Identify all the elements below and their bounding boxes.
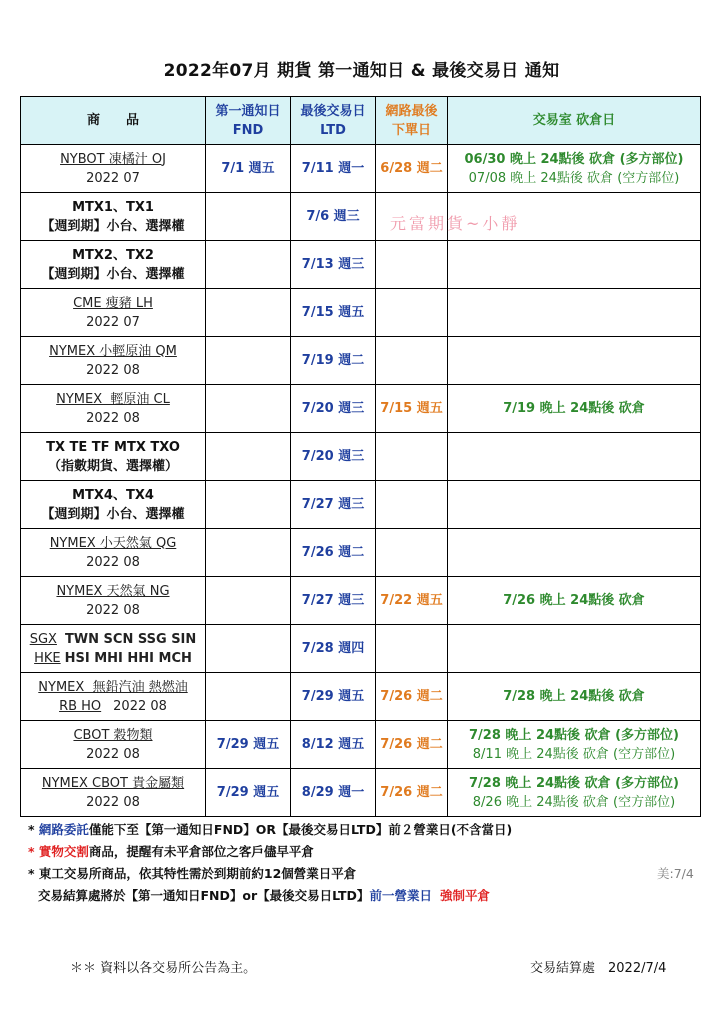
cut-line1: 7/28 晚上 24點後 砍倉 (多方部位): [469, 727, 679, 743]
note-mark: *: [28, 844, 39, 859]
table-row: [21, 193, 701, 241]
note-highlight-red: 強制平倉: [439, 888, 490, 903]
product-sub: 2022 08: [86, 746, 140, 762]
product-sub: 2022 08: [86, 362, 140, 378]
cell-product: [21, 721, 206, 769]
ltd-date: 7/20 週三: [301, 449, 365, 464]
watermark: 元富期貨~小靜: [390, 214, 521, 233]
product-name: NYMEX 小輕原油 QM: [49, 343, 177, 359]
header-cut: [448, 97, 701, 145]
schedule-table: [20, 96, 701, 817]
table-row: [21, 145, 701, 193]
cell-product: [21, 625, 206, 673]
cell-product: [21, 769, 206, 817]
note-text: 交易結算處將於【第一通知日FND】or【最後交易日LTD】: [38, 888, 370, 903]
table-row: [21, 769, 701, 817]
cell-fnd: [206, 577, 291, 625]
table-row: [21, 433, 701, 481]
page-title: 2022年07月 期貨 第一通知日 & 最後交易日 通知: [163, 61, 560, 81]
product-codes: TWN SCN SSG SIN: [64, 631, 197, 647]
product-sub: 【週到期】小台、選擇權: [41, 506, 185, 522]
cell-ltd: [291, 577, 376, 625]
cell-fnd: [206, 241, 291, 289]
product-sub-line: [23, 649, 203, 668]
ltd-date: 7/19 週二: [301, 353, 365, 368]
table-header-row: [21, 97, 701, 145]
header-fnd-line1: 第一通知日: [215, 103, 281, 119]
product-sub: 【週到期】小台、選擇權: [41, 266, 185, 282]
ltd-date: 8/12 週五: [301, 737, 365, 752]
header-cut-label: 交易室 砍倉日: [532, 113, 616, 128]
ltd-date: 7/28 週四: [301, 641, 365, 656]
cell-product: [21, 481, 206, 529]
header-fnd-line2: FND: [232, 122, 264, 138]
cell-cut: [448, 241, 701, 289]
cell-web: [376, 721, 448, 769]
cell-ltd: [291, 721, 376, 769]
web-date: 7/26 週二: [380, 689, 443, 704]
footer-date: 2022/7/4: [608, 961, 667, 976]
product-codes: HSI MHI HHI MCH: [64, 650, 192, 666]
cell-product: [21, 241, 206, 289]
header-fnd: [206, 97, 291, 145]
cell-ltd: [291, 433, 376, 481]
web-date: 7/26 週二: [380, 785, 443, 800]
cell-fnd: [206, 721, 291, 769]
cut-line2: 8/26 晚上 24點後 砍倉 (空方部位): [472, 794, 676, 810]
product-sub: 2022 08: [86, 794, 140, 810]
cell-ltd: [291, 193, 376, 241]
note-forced-close: [38, 888, 490, 904]
cut-line1: 06/30 晚上 24點後 砍倉 (多方部位): [464, 151, 684, 167]
footer-org: 交易結算處: [530, 961, 596, 976]
header-ltd-line2: LTD: [320, 122, 346, 138]
cell-product: [21, 145, 206, 193]
ltd-date: 7/15 週五: [301, 305, 365, 320]
cell-web: [376, 289, 448, 337]
cell-ltd: [291, 241, 376, 289]
note-text: 商品，提醒有未平倉部位之客戶儘早平倉: [88, 844, 314, 859]
note-mark: *: [28, 866, 39, 881]
ltd-date: 7/11 週一: [301, 161, 365, 176]
cell-product: [21, 433, 206, 481]
cell-fnd: [206, 673, 291, 721]
web-date: 7/26 週二: [380, 737, 443, 752]
header-web-line1: 網路最後: [385, 103, 438, 119]
note-online-order: [28, 822, 512, 838]
cell-fnd: [206, 769, 291, 817]
fnd-date: 7/29 週五: [216, 785, 280, 800]
product-sub: 2022 07: [86, 170, 140, 186]
cell-product: [21, 529, 206, 577]
cell-cut: [448, 289, 701, 337]
fnd-date: 7/29 週五: [216, 737, 280, 752]
cut-line2: 8/11 晚上 24點後 砍倉 (空方部位): [472, 746, 676, 762]
cut-line1: 7/19 晚上 24點後 砍倉: [503, 401, 645, 416]
product-sub: （指數期貨、選擇權）: [47, 458, 178, 474]
note-text: 僅能下至【第一通知日FND】OR【最後交易日LTD】前２營業日(不含當日): [88, 822, 513, 837]
product-codes: RB HO: [59, 698, 102, 714]
cell-web: [376, 385, 448, 433]
ltd-date: 8/29 週一: [301, 785, 365, 800]
cell-ltd: [291, 529, 376, 577]
product-name: NYBOT 凍橘汁 OJ: [60, 151, 166, 167]
header-ltd: [291, 97, 376, 145]
cut-line2: 07/08 晚上 24點後 砍倉 (空方部位): [468, 170, 680, 186]
product-name: MTX1、TX1: [72, 199, 154, 215]
product-sub-line: [23, 697, 203, 716]
cell-web: [376, 577, 448, 625]
table-row: [21, 289, 701, 337]
ltd-date: 7/6 週三: [306, 209, 360, 224]
cell-web: [376, 769, 448, 817]
cell-cut: [448, 145, 701, 193]
cell-fnd: [206, 529, 291, 577]
note-highlight: 實物交割: [38, 844, 89, 859]
product-sub: 2022 08: [86, 554, 140, 570]
header-product: [21, 97, 206, 145]
ltd-date: 7/13 週三: [301, 257, 365, 272]
table-row: [21, 721, 701, 769]
product-sub: 2022 08: [86, 410, 140, 426]
product-sub: 2022 07: [86, 314, 140, 330]
cell-product: [21, 577, 206, 625]
cell-fnd: [206, 193, 291, 241]
cell-product: [21, 337, 206, 385]
cell-web: [376, 241, 448, 289]
cell-cut: [448, 721, 701, 769]
product-name: MTX4、TX4: [72, 487, 154, 503]
table-row: [21, 673, 701, 721]
web-date: 7/15 週五: [380, 401, 443, 416]
product-name: CME 瘦豬 LH: [73, 295, 153, 311]
note-mark: *: [28, 822, 39, 837]
cell-ltd: [291, 769, 376, 817]
cell-web: [376, 625, 448, 673]
product-name: NYMEX CBOT 貴金屬類: [41, 775, 185, 791]
fnd-date: 7/1 週五: [221, 161, 275, 176]
cell-web: [376, 529, 448, 577]
cell-cut: [448, 577, 701, 625]
table-row: [21, 337, 701, 385]
product-name: MTX2、TX2: [72, 247, 154, 263]
cell-product: [21, 385, 206, 433]
table-row: [21, 385, 701, 433]
cell-cut: [448, 625, 701, 673]
table-row: [21, 577, 701, 625]
note-physical-delivery: [28, 844, 314, 860]
product-sub: 【週到期】小台、選擇權: [41, 218, 185, 234]
exchange-code: HKE: [34, 650, 61, 666]
ltd-date: 7/27 週三: [301, 497, 365, 512]
cell-web: [376, 481, 448, 529]
header-product-label: 商 品: [86, 113, 139, 128]
cell-fnd: [206, 481, 291, 529]
cell-cut: [448, 337, 701, 385]
cell-cut: [448, 673, 701, 721]
cell-fnd: [206, 625, 291, 673]
cell-ltd: [291, 625, 376, 673]
cell-cut: [448, 529, 701, 577]
cell-product: [21, 193, 206, 241]
cell-fnd: [206, 145, 291, 193]
table-row: [21, 529, 701, 577]
cut-line1: 7/28 晚上 24點後 砍倉 (多方部位): [469, 775, 679, 791]
cell-web: [376, 337, 448, 385]
product-name-line: [23, 630, 203, 649]
ltd-date: 7/20 週三: [301, 401, 365, 416]
note-tocom: [28, 866, 356, 882]
table-row: [21, 481, 701, 529]
note-highlight-blue: 前一營業日: [369, 888, 432, 903]
header-web: [376, 97, 448, 145]
cell-fnd: [206, 289, 291, 337]
footer-disclaimer: ＊＊ 資料以各交易所公告為主。: [70, 961, 257, 976]
product-name: TX TE TF MTX TXO: [46, 439, 180, 455]
note-highlight: 網路委託: [38, 822, 89, 837]
header-ltd-line1: 最後交易日: [300, 103, 366, 119]
cell-product: [21, 289, 206, 337]
cell-cut: [448, 481, 701, 529]
product-name: NYMEX 小天然氣 QG: [49, 535, 177, 551]
cell-ltd: [291, 673, 376, 721]
header-web-line2: 下單日: [391, 122, 431, 138]
cell-fnd: [206, 433, 291, 481]
cell-cut: [448, 769, 701, 817]
ltd-date: 7/27 週三: [301, 593, 365, 608]
table-row: [21, 625, 701, 673]
cell-cut: [448, 433, 701, 481]
product-name: NYMEX 天然氣 NG: [56, 583, 170, 599]
product-sub: 2022 08: [86, 602, 140, 618]
cell-product: [21, 673, 206, 721]
product-name: CBOT 穀物類: [73, 727, 153, 743]
ltd-date: 7/29 週五: [301, 689, 365, 704]
cell-fnd: [206, 337, 291, 385]
cell-ltd: [291, 385, 376, 433]
cell-ltd: [291, 481, 376, 529]
web-date: 7/22 週五: [380, 593, 443, 608]
cell-web: [376, 673, 448, 721]
product-name: NYMEX 無鉛汽油 熱燃油: [38, 679, 188, 695]
cut-line1: 7/26 晚上 24點後 砍倉: [503, 593, 645, 608]
cell-ltd: [291, 337, 376, 385]
product-name: NYMEX 輕原油 CL: [56, 391, 170, 407]
exchange-code: SGX: [29, 631, 57, 647]
cell-web: [376, 433, 448, 481]
cell-fnd: [206, 385, 291, 433]
cell-web: [376, 145, 448, 193]
note-text: 東工交易所商品，依其特性需於到期前約12個營業日平倉: [38, 866, 357, 881]
cell-ltd: [291, 289, 376, 337]
side-note-us-date: 美:7/4: [657, 866, 694, 881]
table-row: [21, 241, 701, 289]
cell-ltd: [291, 145, 376, 193]
cell-cut: [448, 385, 701, 433]
product-sub: 2022 08: [113, 698, 167, 714]
web-date: 6/28 週二: [380, 161, 443, 176]
cut-line1: 7/28 晚上 24點後 砍倉: [503, 689, 645, 704]
ltd-date: 7/26 週二: [301, 545, 365, 560]
